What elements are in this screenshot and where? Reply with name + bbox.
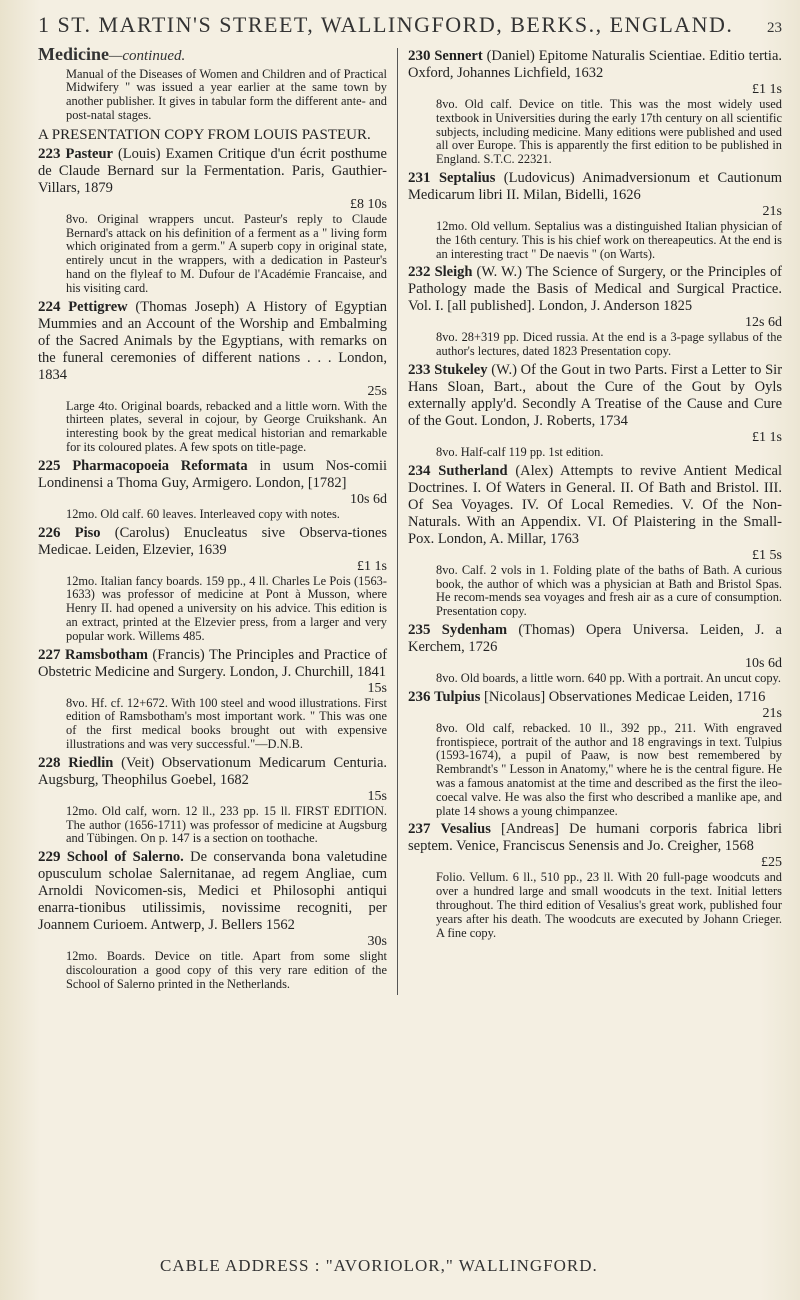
catalogue-entry [38, 146, 387, 296]
entry-title: (W.) Of the Gout in two Parts. First a Letter to Sir Hans Sloan, Bart., about the Cure of the Gout by Oyls externally apply'd. Secondly A Treatise of the Cause and Cure of the Gout. London, J. Roberts, 1734 [408, 361, 783, 429]
entry-description: 12mo. Boards. Device on title. Apart from some slight discolouration a good copy of this very rare edition of the School of Salerno printed in the Netherlands. [66, 949, 387, 991]
entry-title: (Louis) Examen Critique d'un écrit posthume de Claude Bernard sur la Fermentation. Paris, Gauthier-Villars, 1879 [38, 145, 387, 196]
entry-description: 8vo. 28+319 pp. Diced russia. At the end is a 3-page syllabus of the author's lectures, dated 1823 Presentation copy. [436, 330, 782, 359]
entry-description: Folio. Vellum. 6 ll., 510 pp., 23 ll. With 20 full-page woodcuts and over a hundred large and small woodcuts in the text. Initial letters throughout. The third edition of Vesalius's great work, published four years after his death. The woodcuts are executed by Johann Crieger. A fine copy. [436, 870, 782, 940]
entry-description: 12mo. Old calf. 60 leaves. Interleaved copy with notes. [66, 506, 340, 521]
entry-author: Tulpius [434, 688, 481, 705]
entry-description: 8vo. Old boards, a little worn. 640 pp. With a portrait. An uncut copy. [436, 670, 782, 685]
entry-number: 225 [38, 457, 61, 474]
entry-number: 232 [408, 264, 431, 281]
entry-price: £1 1s [752, 429, 782, 445]
entry-heading [408, 821, 782, 855]
page-header [38, 12, 782, 40]
entry-description: 8vo. Calf. 2 vols in 1. Folding plate of the baths of Bath. A curious book, the author of which was a physician at Bath and Bristol Spas. He recom-mends sea voyages and fresh air as a cure of consumption. Presentation copy. [436, 562, 782, 619]
entry-price: £1 1s [752, 82, 782, 97]
catalogue-entry [408, 264, 782, 359]
entry-number: 223 [38, 145, 61, 162]
catalogue-entry [408, 689, 782, 819]
entry-heading [408, 264, 782, 315]
entry-author: Pharmacopoeia Reformata [72, 457, 248, 474]
entry-price: 10s 6d [350, 491, 387, 507]
section-name: Medicine [38, 44, 109, 64]
entry-author: Pasteur [65, 145, 113, 162]
entry-title: (Thomas) Opera Universa. Leiden, J. a Kerchem, 1726 [408, 621, 782, 655]
left-column [38, 44, 398, 995]
catalogue-entry [38, 755, 387, 846]
entry-price: £1 1s [357, 558, 387, 574]
catalogue-entry [38, 647, 387, 752]
entry-description: 8vo. Half-calf 119 pp. 1st edition. [436, 444, 604, 459]
entry-number: 229 [38, 849, 61, 866]
entry-description: 12mo. Old calf, worn. 12 ll., 233 pp. 15 ll. FIRST EDITION. The author (1656-1711) was professor of medicine at Augsburg and Tübingen. On p. 147 is a section on toothache. [66, 803, 387, 846]
catalogue-entry [408, 622, 782, 686]
catalogue-entry [408, 170, 782, 261]
page-number: 23 [767, 20, 782, 36]
entry-price: 25s [367, 383, 387, 399]
entry-title: (Carolus) Enucleatus sive Observa-tiones Medicae. Leiden, Elzevier, 1639 [38, 524, 388, 558]
entry-price: 15s [367, 680, 387, 696]
entry-title: (Francis) The Principles and Practice of Obstetric Medicine and Surgery. London, J. Churchill, 1841 [38, 646, 388, 680]
entry-description: 12mo. Italian fancy boards. 159 pp., 4 ll. Charles Le Pois (1563-1633) was professor of medicine at Pont à Musson, where Henry II. had opened a university on his advice. This edition is an extract, printed at the Elzevier press, from a larger and very popular work. Willems 485. [66, 573, 387, 643]
entry-author: Sennert [434, 48, 483, 64]
entry-number: 236 [408, 688, 431, 705]
entry-price: 15s [367, 788, 387, 804]
entry-price: 30s [367, 934, 387, 950]
entry-heading [408, 48, 782, 82]
entry-author: Sydenham [441, 621, 508, 638]
intro-note: Manual of the Diseases of Women and Children and of Practical Midwifery " was issued a year earlier at the same town by another publisher. It gives in tabular form the different ante- and post-natal stages. [66, 66, 387, 122]
entry-description: 8vo. Old calf, rebacked. 10 ll., 392 pp., 211. With engraved frontispiece, portrait of the author and 18 engravings in text. Tulpius (1593-1674), a pupil of Paaw, is now best remembered by Rembrandt's " Lesson in Anatomy," where he is the central figure. He was a famous anatomist at the time and described as the first the ileo-coecal valve. He was also the first who described a manlike ape, and plate 14 shows a young chimpanzee. [436, 720, 782, 818]
entry-title: [Nicolaus] Observationes Medicae Leiden, 1716 [483, 688, 766, 705]
entry-title: [Andreas] De humani corporis fabrica libri septem. Venice, Franciscus Senensis and Jo. Creigher, 1568 [408, 821, 783, 855]
entry-author: Pettigrew [68, 298, 128, 315]
entry-author: Piso [74, 524, 101, 541]
entry-number: 227 [38, 646, 61, 663]
entry-heading [408, 362, 782, 430]
section-continued: —continued. [108, 48, 186, 64]
entry-price: 21s [762, 203, 782, 219]
entry-number: 230 [408, 48, 431, 64]
entry-price: £25 [761, 855, 782, 871]
entry-price: £1 5s [752, 547, 782, 563]
entry-description: 12mo. Old vellum. Septalius was a distinguished Italian physician of the 16th century. This is his chief work on thereapeutics. At the end is an interesting tract " De naevis " (on Warts). [436, 218, 782, 261]
section-title [38, 44, 387, 64]
entry-heading [38, 458, 387, 492]
catalogue-entry [408, 362, 782, 460]
right-column [398, 48, 782, 995]
catalogue-entry [408, 821, 782, 940]
entry-author: Riedlin [68, 754, 114, 771]
entry-author: Septalius [438, 169, 496, 186]
entry-heading [38, 755, 387, 789]
entry-number: 235 [408, 621, 431, 638]
entry-author: Vesalius [440, 821, 491, 838]
entry-price: £8 10s [350, 196, 387, 212]
entry-title: (Thomas Joseph) A History of Egyptian Mummies and an Account of the Worship and Embalming of the Sacred Animals by the Egyptians, with remarks on the funeral ceremonies of different nations . . . London, 1834 [38, 298, 388, 383]
entry-author: Stukeley [434, 361, 488, 378]
entry-description: 8vo. Old calf. Device on title. This was the most widely used textbook in Universities during the early 17th century on all scientific subjects, including medicine. Many editions were published and used all over Europe. This is apparently the first edition to be published in England. S.T.C. 22321. [436, 97, 782, 167]
entry-heading [408, 622, 782, 656]
entry-description: 8vo. Original wrappers uncut. Pasteur's reply to Claude Bernard's attack on his definition of a ferment as a " living form which originated from a germ." A superb copy in original state, entirely uncut in the wrappers, with a dedication in Pasteur's hand on the flyleaf to M. Dufour de l'Académie Francaise, and his visiting card. [66, 211, 387, 295]
entry-title: in usum Nos-comii Londinensi a Thoma Guy, Armigero. London, [1782] [38, 457, 388, 491]
entry-number: 237 [408, 821, 431, 838]
entry-number: 228 [38, 754, 61, 771]
entry-author: Ramsbotham [64, 646, 148, 663]
entry-title: (Veit) Observationum Medicarum Centuria. Augsburg, Theophilus Goebel, 1682 [38, 754, 388, 788]
catalogue-entry [38, 849, 387, 991]
entry-heading [38, 849, 387, 934]
entry-number: 231 [408, 169, 431, 186]
presentation-heading: A PRESENTATION COPY FROM LOUIS PASTEUR. [38, 126, 371, 143]
entry-description: Large 4to. Original boards, rebacked and a little worn. With the thirteen plates, several in cojour, by George Cruikshank. An interesting book by the great medical historian and remarkable for its coloured plates. A few spots on title-page. [66, 398, 387, 454]
entry-author: Sutherland [438, 462, 508, 479]
entry-heading [38, 146, 387, 197]
entry-number: 233 [408, 361, 431, 378]
catalogue-entry [38, 299, 387, 455]
entry-price: 10s 6d [745, 655, 782, 671]
entry-heading [38, 647, 387, 681]
entry-heading [408, 170, 782, 204]
left-entry-list [38, 146, 387, 992]
entry-price: 12s 6d [745, 315, 782, 331]
entry-heading [408, 689, 782, 706]
catalogue-entry [408, 48, 782, 167]
catalogue-entry [408, 463, 782, 619]
entry-title: (Daniel) Epitome Naturalis Scientiae. Editio tertia. Oxford, Johannes Lichfield, 1632 [408, 48, 783, 81]
entry-title: (Alex) Attempts to revive Antient Medical Doctrines. I. Of Waters in General. II. Of Bath and Bristol. III. Of Sea Voyages. IV. Of Local Remedies. V. Of the Non-Naturals. With an Appendix. VI. Of Plaistering in the Small-Pox. London, A. Millar, 1763 [408, 462, 783, 547]
catalogue-entry [38, 525, 387, 644]
entry-title: De conservanda bona valetudine opusculum scholae Salernitanae, ad regem Angliae, cum Arnoldi Novicomen-sis, Medici et Philosophi antiqui enarra-tionibus utilissimis, novissime recogniti, per Joannem Curioem. Antwerp, J. Bellers 1562 [38, 849, 388, 934]
entry-author: School of Salerno. [66, 849, 184, 866]
entry-number: 226 [38, 524, 61, 541]
entry-heading [38, 525, 387, 559]
cable-address-footer: CABLE ADDRESS : "AVORIOLOR," WALLINGFORD. [160, 1256, 598, 1275]
header-address: 1 ST. MARTIN'S STREET, WALLINGFORD, BERKS., ENGLAND. [38, 12, 734, 37]
entry-author: Sleigh [434, 264, 473, 281]
right-entry-list [408, 48, 782, 940]
catalogue-entry [38, 458, 387, 522]
entry-title: (W. W.) The Science of Surgery, or the Principles of Pathology made the Basis of Medical and Surgical Practice. Vol. I. [all published]. London, J. Anderson 1825 [408, 264, 783, 315]
entry-price: 21s [762, 705, 782, 721]
entry-number: 234 [408, 462, 431, 479]
entry-number: 224 [38, 298, 61, 315]
entry-heading [38, 299, 387, 384]
catalogue-columns [38, 44, 783, 995]
entry-description: 8vo. Hf. cf. 12+672. With 100 steel and wood illustrations. First edition of Ramsbotham's most important work. " This was one of the first medical books brought out with expensive illustrations and was very successful."—D.N.B. [66, 695, 387, 751]
entry-title: (Ludovicus) Animadversionum et Cautionum Medicarum libri II. Milan, Bidelli, 1626 [408, 169, 782, 203]
entry-heading [408, 463, 782, 548]
